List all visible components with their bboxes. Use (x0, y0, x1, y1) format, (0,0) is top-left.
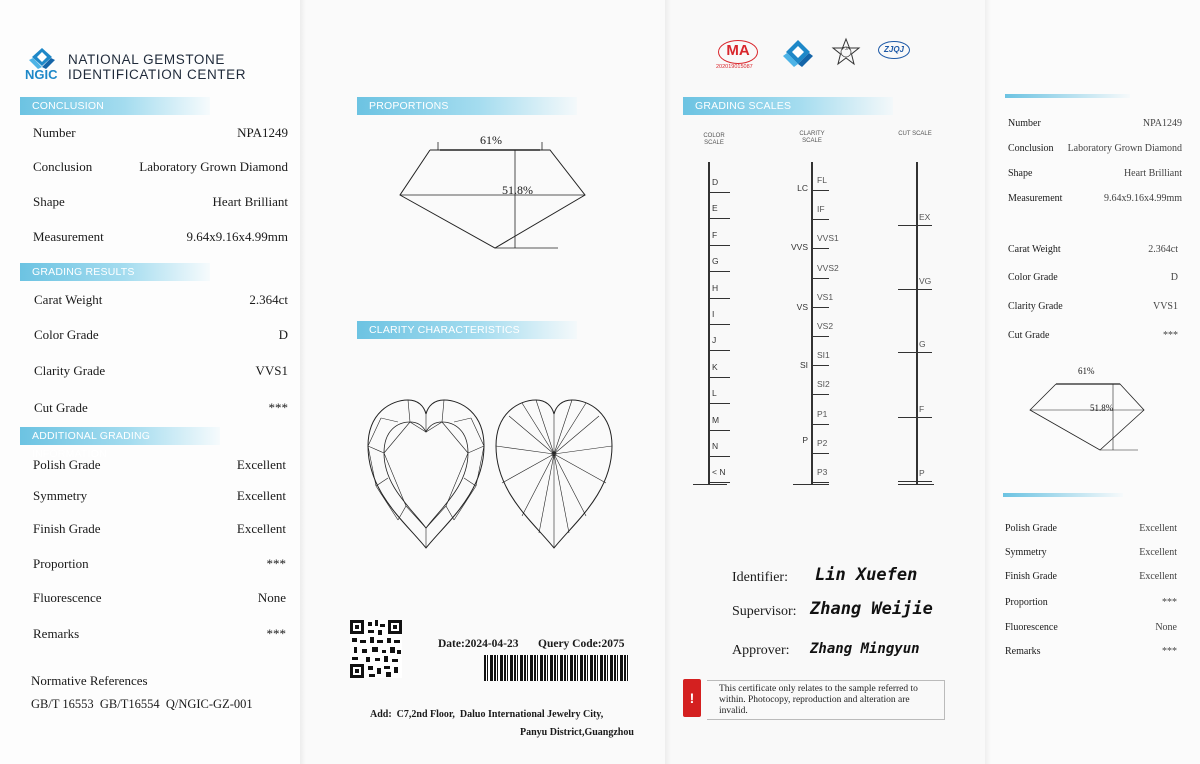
normative-refs: GB/T 16553 GB/T16554 Q/NGIC-GZ-001 (31, 697, 253, 711)
clarity-scale-axis (811, 162, 813, 485)
row-value: VVS1 (1152, 301, 1178, 312)
row-value: Heart Brilliant (1123, 168, 1182, 179)
section-grading-scales: GRADING SCALES (683, 97, 893, 115)
issue-date: Date:2024-04-23 (438, 638, 519, 650)
clarity-group-label: LC (797, 183, 808, 193)
row-label: Carat Weight (1008, 244, 1061, 255)
org-abbr: NGIC (25, 67, 58, 82)
row-label: Measurement (1008, 193, 1063, 204)
row-label: Cut Grade (34, 400, 88, 415)
signature-name: Zhang Weijie (810, 599, 933, 619)
certificate-notice: This certificate only relates to the sample referred to within. Photocopy, reproduction and alteration are invalid. (707, 680, 945, 720)
row-value: 9.64x9.16x4.99mm (1103, 193, 1182, 204)
fold-shadow (985, 0, 991, 764)
row-label: Conclusion (33, 159, 93, 174)
clarity-group-label: SI (799, 360, 808, 370)
clarity-scale-tick (811, 394, 829, 395)
proportion-table-pct: 61% (480, 133, 502, 147)
ma-mark-icon: MA (718, 40, 758, 64)
cut-scale-base (898, 484, 934, 485)
clarity-grade-label: P3 (817, 467, 828, 477)
cut-grade-label: F (919, 404, 925, 414)
color-grade-label: < N (712, 467, 726, 478)
color-grade-label: D (712, 177, 719, 187)
row-label: Color Grade (34, 327, 99, 342)
row-label: Number (33, 125, 76, 140)
clarity-scale-tick (811, 307, 829, 308)
summary-table-pct: 61% (1078, 366, 1095, 376)
signature-name: Lin Xuefen (815, 565, 918, 585)
address-line2: Panyu District,Guangzhou (520, 727, 634, 738)
ma-code: 202019015087 (716, 64, 753, 70)
clarity-group-label: VVS (790, 242, 808, 252)
summary-proportion-diagram (1028, 372, 1148, 454)
normative-title: Normative References (31, 673, 148, 688)
row-label: Remarks (33, 626, 80, 641)
clarity-scale-tick (811, 219, 829, 220)
barcode (484, 655, 629, 681)
summary-header-bar (1005, 94, 1130, 98)
row-label: Finish Grade (1005, 571, 1057, 582)
clarity-group-label: VS (796, 302, 808, 312)
row-label: Shape (33, 194, 65, 209)
color-scale-tick (708, 218, 730, 219)
signature-role: Identifier: (732, 570, 788, 585)
row-label: Polish Grade (1005, 523, 1057, 534)
row-value: 2.364ct (1148, 244, 1178, 255)
signature-role: Supervisor: (732, 604, 797, 619)
signature-name: Zhang Mingyun (810, 641, 920, 657)
row-label: Proportion (1005, 597, 1048, 608)
clarity-grade-label: IF (817, 204, 825, 215)
clarity-grade-label: SI2 (817, 379, 830, 390)
section-grading-results: GRADING RESULTS (20, 263, 210, 281)
color-scale-tick (708, 324, 730, 325)
clarity-scale-tick (811, 365, 829, 366)
row-label: Finish Grade (33, 521, 101, 536)
fja-star-icon (832, 38, 860, 66)
color-scale-tick (708, 482, 730, 483)
row-value: Heart Brilliant (212, 194, 288, 209)
clarity-scale-tick (811, 482, 829, 483)
cut-scale-title: CUT SCALE (898, 131, 932, 137)
cut-scale-tick (898, 289, 932, 290)
diamond-logo-icon (780, 38, 816, 70)
address-line1: Add: C7,2nd Floor, Daluo International Jewelry City, (370, 709, 604, 720)
row-label: Fluorescence (33, 590, 102, 605)
color-scale-tick (708, 456, 730, 457)
row-value: *** (1162, 646, 1177, 657)
fja-mark: FJA (841, 46, 850, 51)
row-label: Measurement (33, 229, 104, 244)
row-value: D (278, 327, 288, 342)
color-scale-tick (708, 377, 730, 378)
row-label: Remarks (1005, 646, 1041, 657)
color-grade-label: J (712, 335, 717, 346)
org-name-line2: IDENTIFICATION CENTER (68, 67, 247, 82)
row-value: Excellent (1139, 571, 1177, 582)
row-label: Polish Grade (33, 457, 101, 472)
cut-scale-tick (898, 225, 932, 226)
fold-shadow (300, 0, 306, 764)
cut-scale-tick (898, 417, 932, 418)
clarity-scale-tick (811, 248, 829, 249)
clarity-grade-label: VVS2 (817, 262, 839, 273)
clarity-scale-base (793, 484, 829, 485)
color-grade-label: F (712, 229, 718, 240)
section-proportions: PROPORTIONS (357, 97, 577, 115)
section-conclusion: CONCLUSION (20, 97, 210, 115)
color-grade-label: E (712, 203, 718, 214)
row-label: Cut Grade (1008, 330, 1050, 341)
row-value: 2.364ct (249, 292, 288, 307)
cut-scale-axis (916, 162, 918, 485)
row-value: VVS1 (255, 363, 288, 378)
row-label: Proportion (33, 556, 89, 571)
row-value: NPA1249 (1142, 118, 1182, 129)
signature-role: Approver: (732, 643, 790, 658)
clarity-scale-tick (811, 336, 829, 337)
row-label: Symmetry (1005, 547, 1047, 558)
summary-header-bar-2 (1003, 493, 1123, 497)
summary-depth-pct: 51.8% (1090, 403, 1114, 413)
row-label: Clarity Grade (1008, 301, 1063, 312)
row-value: None (1155, 622, 1177, 633)
color-grade-label: I (712, 309, 715, 319)
heart-crown-plot (366, 398, 486, 550)
color-grade-label: H (712, 282, 719, 293)
row-label: Fluorescence (1005, 622, 1058, 633)
color-grade-label: N (712, 441, 719, 451)
row-value: Excellent (1139, 523, 1177, 534)
row-label: Conclusion (1008, 143, 1054, 154)
row-label: Carat Weight (34, 292, 103, 307)
proportion-depth-pct: 51.8% (502, 183, 533, 197)
clarity-scale-tick (811, 453, 829, 454)
org-name-line1: NATIONAL GEMSTONE (68, 52, 225, 67)
row-value: Excellent (236, 521, 286, 536)
cut-grade-label: VG (919, 276, 932, 286)
cut-scale-tick (898, 481, 932, 482)
row-value: Excellent (236, 488, 286, 503)
clarity-grade-label: VS1 (817, 291, 834, 302)
row-value: 9.64x9.16x4.99mm (186, 229, 288, 244)
heart-pavilion-plot (494, 398, 614, 550)
query-code: Query Code:2075 (538, 638, 625, 650)
color-scale-tick (708, 245, 730, 246)
cut-grade-label: EX (919, 212, 931, 222)
clarity-grade-label: SI1 (817, 350, 830, 361)
row-value: *** (266, 556, 286, 571)
row-value: Excellent (1139, 547, 1177, 558)
color-grade-label: G (712, 256, 719, 267)
cut-scale-tick (898, 352, 932, 353)
color-grade-label: K (712, 361, 718, 372)
row-label: Shape (1008, 168, 1033, 179)
row-label: Color Grade (1008, 272, 1058, 283)
clarity-scale-title: CLARITY SCALE (799, 131, 825, 144)
color-grade-label: L (712, 388, 717, 399)
row-value: Laboratory Grown Diamond (1067, 143, 1182, 154)
section-clarity-characteristics: CLARITY CHARACTERISTICS (357, 321, 577, 339)
qr-code (350, 620, 402, 678)
cut-grade-label: P (919, 468, 925, 478)
color-scale-tick (708, 192, 730, 193)
color-scale-tick (708, 298, 730, 299)
color-scale-title: COLOR SCALE (703, 133, 725, 146)
row-value: *** (1163, 330, 1178, 341)
row-value: Excellent (236, 457, 286, 472)
clarity-grade-label: P1 (817, 408, 828, 419)
clarity-scale-tick (811, 190, 829, 191)
color-grade-label: M (712, 414, 720, 425)
clarity-grade-label: FL (817, 175, 827, 185)
row-value: *** (266, 626, 286, 641)
warning-icon: ! (683, 679, 701, 717)
clarity-grade-label: P2 (817, 437, 828, 448)
row-value: Laboratory Grown Diamond (139, 159, 288, 174)
cut-grade-label: G (919, 339, 926, 349)
row-label: Clarity Grade (34, 363, 106, 378)
color-scale-tick (708, 271, 730, 272)
zjqj-mark-icon: ZJQJ (878, 41, 910, 59)
color-scale-base (693, 484, 727, 485)
clarity-scale-tick (811, 424, 829, 425)
row-value: NPA1249 (237, 125, 288, 140)
row-label: Symmetry (33, 488, 88, 503)
row-label: Number (1008, 118, 1041, 129)
clarity-grade-label: VVS1 (817, 233, 839, 244)
section-additional: ADDITIONAL GRADING INFORMATION (20, 427, 220, 445)
color-scale-tick (708, 403, 730, 404)
fold-shadow (665, 0, 671, 764)
color-scale-tick (708, 430, 730, 431)
row-value: None (257, 590, 286, 605)
row-value: *** (268, 400, 288, 415)
color-scale-tick (708, 350, 730, 351)
clarity-group-label: P (802, 435, 808, 445)
row-value: D (1170, 272, 1178, 283)
row-value: *** (1162, 597, 1177, 608)
clarity-scale-tick (811, 278, 829, 279)
clarity-grade-label: VS2 (817, 321, 834, 331)
